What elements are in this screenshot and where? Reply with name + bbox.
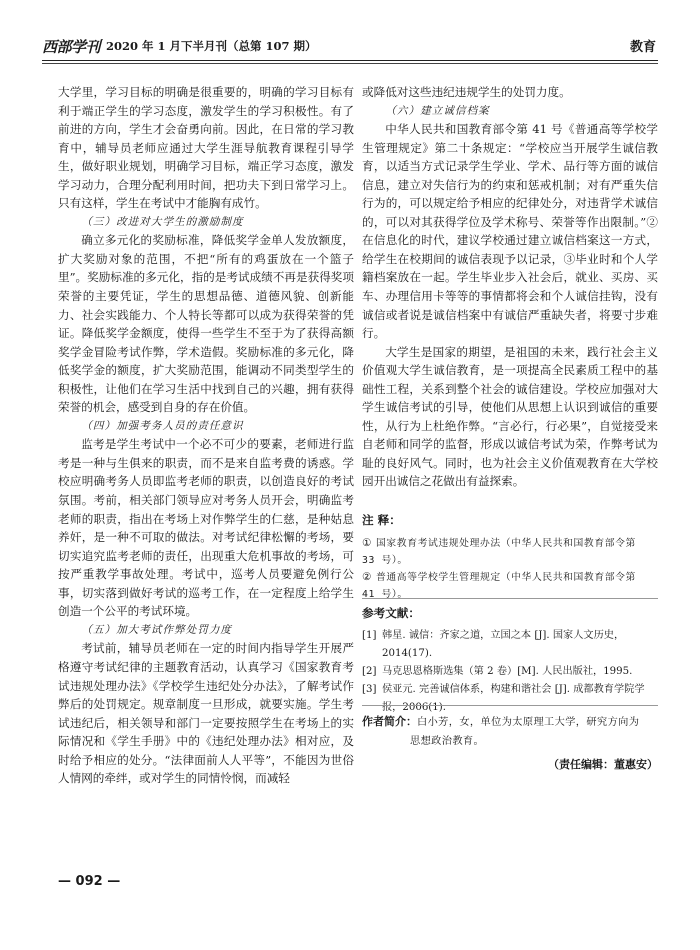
- author-label: 作者简介：: [362, 715, 417, 728]
- author-bio: [362, 712, 658, 751]
- header-rule: [42, 60, 658, 61]
- reference-text: 马克思恩格斯选集（第 2 卷）[M]. 人民出版社，1995.: [382, 666, 633, 677]
- reference-number: [2]: [362, 666, 377, 677]
- reference-text: 韩星. 诚信：齐家之道，立国之本 [J]. 国家人文历史，2014(17).: [382, 630, 625, 659]
- author-text: 白小芳，女，单位为太原理工大学，研究方向为: [417, 717, 640, 728]
- note-item: [362, 535, 658, 552]
- note-text-cont: 33 号）。: [362, 555, 408, 566]
- body-paragraph: 考试前，辅导员老师在一定的时间内指导学生开展严格遵守考试纪律的主题教育活动，认真学习《国家教育考试违规处理办法》《学校学生违纪处分办法》，了解考试作弊后的处罚规定。规章制度一旦形成，就要实施。学生考试违纪后，相关领导和部门一定要按照学生在考场上的实际情况和《学生手册》中的《违纪处理办法》相对应，及时给予相应的处分。“法律面前人人平等”，不能因为世俗人情网的牵绊，或对学生的同情怜悯，而减轻: [58, 641, 354, 786]
- journal-logo: 西部学刊: [42, 38, 101, 56]
- reference-item: [362, 627, 658, 663]
- issue-info: 2020 年 1 月下半月刊（总第 107 期）: [106, 39, 317, 53]
- references-divider: [362, 598, 658, 599]
- note-text-cont: 41 号）。: [362, 589, 408, 600]
- page-number: — 092 —: [58, 874, 121, 889]
- note-number: ②: [362, 571, 372, 583]
- left-column: [58, 83, 354, 788]
- reference-number: [1]: [362, 630, 377, 641]
- body-paragraph: 确立多元化的奖励标准，降低奖学金单人发放额度，扩大奖励对象的范围，不把“所有的鸡蛋放在一个篮子里”。奖励标准的多元化，指的是考试成绩不再是获得奖项荣誉的主要凭证，学生的思想品德、道德风貌、创新能力、社会实践能力、个人特长等都可以成为获得荣誉的凭证。降低奖学金额度，使得一些学生不至于为了获得高额奖学金冒险考试作弊，学术造假。奖励标准的多元化，降低奖学金的额度，扩大奖励范围，能调动不同类型学生的积极性，让他们在学习生活中找到自己的兴趣，拥有获得荣誉的机会，感受到自身的存在价值。: [58, 233, 354, 415]
- section-heading: （六）建立诚信档案: [385, 104, 490, 117]
- note-number: ①: [362, 537, 372, 549]
- reference-item: [362, 663, 658, 681]
- author-divider: [362, 705, 658, 706]
- responsible-editor: （责任编辑：董惠安）: [548, 758, 658, 771]
- reference-number: [3]: [362, 684, 377, 695]
- body-paragraph: 中华人民共和国教育部令第 41 号《普通高等学校学生管理规定》第二十条规定：“学校应当开展学生诚信教育，以适当方式记录学生学业、学术、品行等方面的诚信信息，建立对失信行为的约束和惩戒机制；对有严重失信行为的，可以规定给予相应的纪律处分，对违背学术诚信的，可以对其获得学位及学术称号、荣誉等作出限制。”②在信息化的时代，建议学校通过建立诚信档案这一方式，给学生在校期间的诚信表现予以记录，③毕业时和个人学籍档案放在一起。学生毕业步入社会后，就业、买房、买车、办理信用卡等等的事情都将会和个人诚信挂钩，没有诚信或者说是诚信档案中有诚信严重缺失者，将要寸步难行。: [362, 122, 658, 341]
- section-heading: （五）加大考试作弊处罚力度: [81, 623, 233, 636]
- notes-heading: 注 释：: [362, 513, 401, 527]
- section-heading: （四）加强考务人员的责任意识: [81, 419, 244, 432]
- section-label: 教育: [629, 40, 656, 55]
- note-continuation: [362, 552, 658, 569]
- notes-list: [362, 535, 658, 603]
- references-list: [362, 627, 658, 717]
- body-paragraph: 监考是学生考试中一个必不可少的要素，老师进行监考是一种与生俱来的职责，而不是来自监考费的诱惑。学校应明确考务人员即监考老师的职责，以创造良好的考试氛围。考前，相关部门领导应对考务人员开会，明确监考老师的职责，指出在考场上对作弊学生的仁慈，是种姑息养奸，是一种不可取的做法。对考试纪律松懈的考场，要切实追究监考老师的责任，出现重大危机事故的考场，可按严重教学事故处理。考试中，巡考人员要避免例行公事，切实落到做好考试的巡考工作，在一定程度上给学生创造一个公平的考试环境。: [58, 437, 354, 619]
- body-paragraph: 大学生是国家的期望，是祖国的未来，践行社会主义价值观大学生诚信教育，是一项提高全民素质工程中的基础性工程，关系到整个社会的诚信建设。学校应加强对大学生诚信考试的引导，使他们从思想上认识到诚信的重要性，从行为上杜绝作弊。“言必行，行必果”，自觉接受来自老师和同学的监督，形成以诚信考试为荣，作弊考试为耻的良好风气。同时，也为社会主义价值观教育在大学校园开出诚信之花做出有益探索。: [362, 344, 658, 489]
- body-paragraph: 大学里，学习目标的明确是很重要的，明确的学习目标有利于端正学生的学习态度，激发学生的学习积极性。有了前进的方向，学生才会奋勇向前。因此，在日常的学习教育中，辅导员老师应通过大学生涯导航教育课程引导学生，做好职业规划，明确学习目标，端正学习态度，激发学习动力，合理分配利用时间，把功夫下到日常学习上。只有这样，学生在考试中才能胸有成竹。: [58, 85, 354, 211]
- note-item: [362, 569, 658, 586]
- right-column: [362, 83, 658, 491]
- reference-text: 侯亚元. 完善诚信体系，构建和谐社会 [J]. 成都教育学院学报，2006(1).: [382, 684, 645, 713]
- body-paragraph: 或降低对这些违纪违规学生的处罚力度。: [362, 85, 571, 99]
- header-rule-thin: [42, 63, 658, 64]
- author-text-cont: 思想政治教育。: [410, 736, 485, 747]
- references-heading: 参考文献：: [362, 606, 420, 620]
- note-text: 普通高等学校学生管理规定（中华人民共和国教育部令第: [376, 572, 636, 583]
- running-header: [42, 36, 656, 58]
- note-text: 国家教育考试违规处理办法（中华人民共和国教育部令第: [376, 538, 636, 549]
- section-heading: （三）改进对大学生的激励制度: [81, 215, 244, 228]
- note-continuation: [362, 586, 658, 603]
